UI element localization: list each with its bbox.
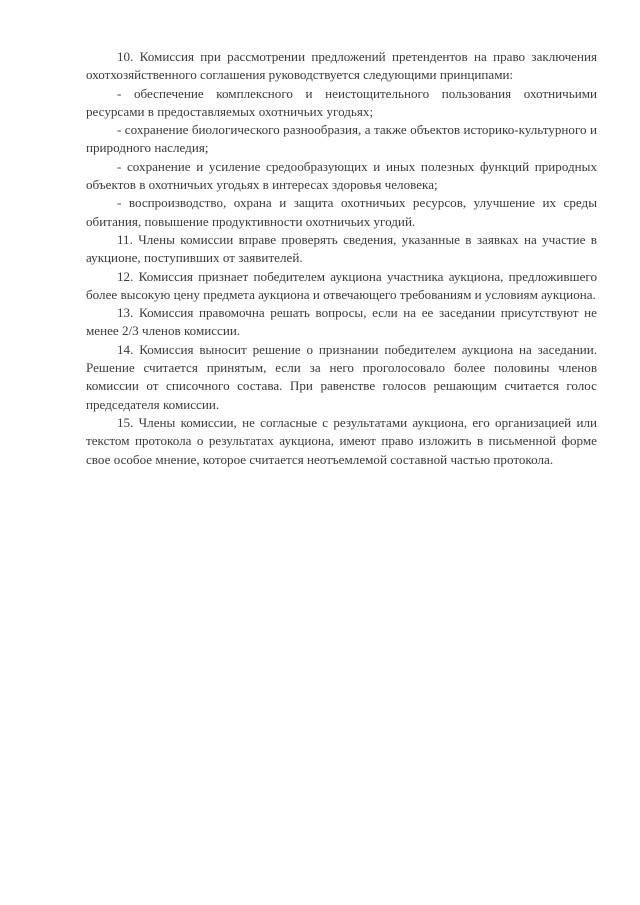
paragraph-13: 13. Комиссия правомочна решать вопросы, если на ее заседании присутствуют не менее 2/3 членов комиссии. bbox=[86, 305, 597, 339]
principle-item-3: - сохранение и усиление средообразующих и иных полезных функций природных объектов в охотничьих угодьях в интересах здоровья человека; bbox=[86, 158, 597, 193]
paragraph-12: 12. Комиссия признает победителем аукциона участника аукциона, предложившего более высокую цену предмета аукциона и отвечающего требованиям и условиям аукциона. bbox=[86, 268, 597, 302]
principle-item-1: - обеспечение комплексного и неистощительного пользования охотничьими ресурсами в предоставляемых охотничьих угодьях; bbox=[86, 85, 597, 119]
paragraph-11: 11. Члены комиссии вправе проверять сведения, указанные в заявках на участие в аукционе, поступивших от заявителей. bbox=[86, 231, 597, 266]
document-body bbox=[86, 48, 597, 469]
paragraph-15: 15. Члены комиссии, не согласные с результатами аукциона, его организацией или текстом протокола о результатах аукциона, имеют право изложить в письменной форме свое особое мнение, которое считается неотъемлемой составной частью протокола. bbox=[86, 414, 597, 467]
principle-item-2: - сохранение биологического разнообразия, а также объектов историко-культурного и природного наследия; bbox=[86, 122, 597, 156]
paragraph-14: 14. Комиссия выносит решение о признании победителем аукциона на заседании. Решение считается принятым, если за него проголосовало более половины членов комиссии от списочного состава. При равенстве голосов решающим считается голос председателя комиссии. bbox=[86, 341, 597, 412]
paragraph-10-principles: 10. Комиссия при рассмотрении предложений претендентов на право заключения охотхозяйственного соглашения руководствуется следующими принципами: bbox=[86, 49, 597, 83]
principle-item-4: - воспроизводство, охрана и защита охотничьих ресурсов, улучшение их среды обитания, повышение продуктивности охотничьих угодий. bbox=[86, 195, 597, 229]
